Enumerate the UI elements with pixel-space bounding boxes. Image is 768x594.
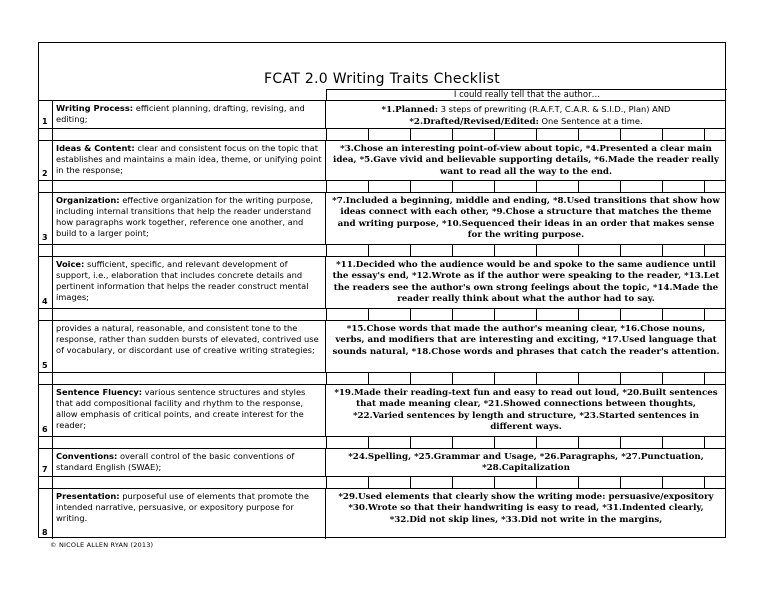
- trait-row-8: [39, 488, 725, 539]
- row-number: 1: [39, 101, 53, 128]
- trait-description: Organization: effective organization for the writing purpose, including internal transitions that help the reader understand how paragraphs work together, reference one another, and build to a larger point;: [53, 193, 326, 244]
- trait-description: Voice: sufficient, specific, and relevant development of support, i.e., elaboration that includes concrete details and pertinent information that helps the reader construct mental images;: [53, 257, 326, 308]
- row-number: 3: [39, 193, 53, 244]
- trait-description: Conventions: overall control of the basic conventions of standard English (SWAE);: [53, 449, 326, 476]
- trait-row-5: [39, 320, 725, 372]
- row-number: 2: [39, 141, 53, 180]
- checklist-sheet: [38, 42, 726, 538]
- trait-description: Presentation: purposeful use of elements that promote the intended narrative, persuasive, or expository purpose for writing.: [53, 489, 326, 539]
- trait-description: Ideas & Content: clear and consistent focus on the topic that establishes and maintains a main idea, theme, or unifying point in the response;: [53, 141, 326, 180]
- copyright-footer: © NICOLE ALLEN RYAN (2013): [50, 541, 154, 549]
- trait-description: Writing Process: efficient planning, drafting, revising, and editing;: [53, 101, 326, 128]
- row-number: 6: [39, 385, 53, 436]
- trait-row-7: [39, 448, 725, 476]
- row-number: 4: [39, 257, 53, 308]
- row-number: 8: [39, 489, 53, 539]
- trait-criteria: *7.Included a beginning, middle and ending, *8.Used transitions that show how ideas connect with each other, *9.Chose a structure that matches the theme and writing purpose, *10.Sequenced their ideas in an order that makes sense for the writing purpose.: [332, 196, 720, 241]
- row-number: 7: [39, 449, 53, 476]
- trait-criteria: *24.Spelling, *25.Grammar and Usage, *26.Paragraphs, *27.Punctuation, *28.Capitalization: [348, 452, 704, 474]
- trait-description: Sentence Fluency: various sentence structures and styles that add compositional facility and rhythm to the response, allow emphasis of critical points, and create interest for the reader;: [53, 385, 326, 436]
- page-title: FCAT 2.0 Writing Traits Checklist: [264, 71, 500, 87]
- trait-criteria: *3.Chose an interesting point-of-view about topic, *4.Presented a clear main idea, *5.Gave vivid and believable supporting details, *6.Made the reader really want to read all the way to the end.: [333, 144, 719, 177]
- trait-description: provides a natural, reasonable, and consistent tone to the response, rather than sudden bursts of elevated, contrived use of vocabulary, or discordant use of creative writing strategies;: [53, 321, 326, 372]
- trait-row-1: [39, 100, 725, 128]
- trait-criteria: *11.Decided who the audience would be and spoke to the same audience until the essay's end, *12.Wrote as if the author were speaking to the reader, *13.Let the readers see the author's own strong feelings about the topic, *14.Made the reader really think about what the author had to say.: [332, 260, 720, 305]
- trait-row-6: [39, 384, 725, 436]
- trait-row-3: [39, 192, 725, 244]
- trait-criteria: *1.Planned: 3 steps of prewriting (R.A.F.T, C.A.R. & S.I.D., Plan) AND *2.Drafted/Revised/Edited: One Sentence at a time.: [381, 104, 671, 128]
- trait-criteria: *19.Made their reading-text fun and easy to read out loud, *20.Built sentences that made meaning clear, *21.Showed connections between thoughts, *22.Varied sentences by length and structure, *23.Started sentences in different ways.: [334, 388, 718, 433]
- trait-criteria: *29.Used elements that clearly show the writing mode: persuasive/expository *30.Wrote so that their handwriting is easy to read, *31.Indented clearly, *32.Did not skip lines, *33.Did not write in the margins,: [338, 492, 714, 525]
- row-number: 5: [39, 321, 53, 372]
- author-subhead: I could really tell that the author…: [326, 89, 727, 100]
- trait-row-2: [39, 140, 725, 180]
- trait-criteria: *15.Chose words that made the author's meaning clear, *16.Chose nouns, verbs, and modifiers that are interesting and exciting, *17.Used language that sounds natural, *18.Chose words and phrases that catch the reader's attention.: [332, 324, 720, 357]
- trait-row-4: [39, 256, 725, 308]
